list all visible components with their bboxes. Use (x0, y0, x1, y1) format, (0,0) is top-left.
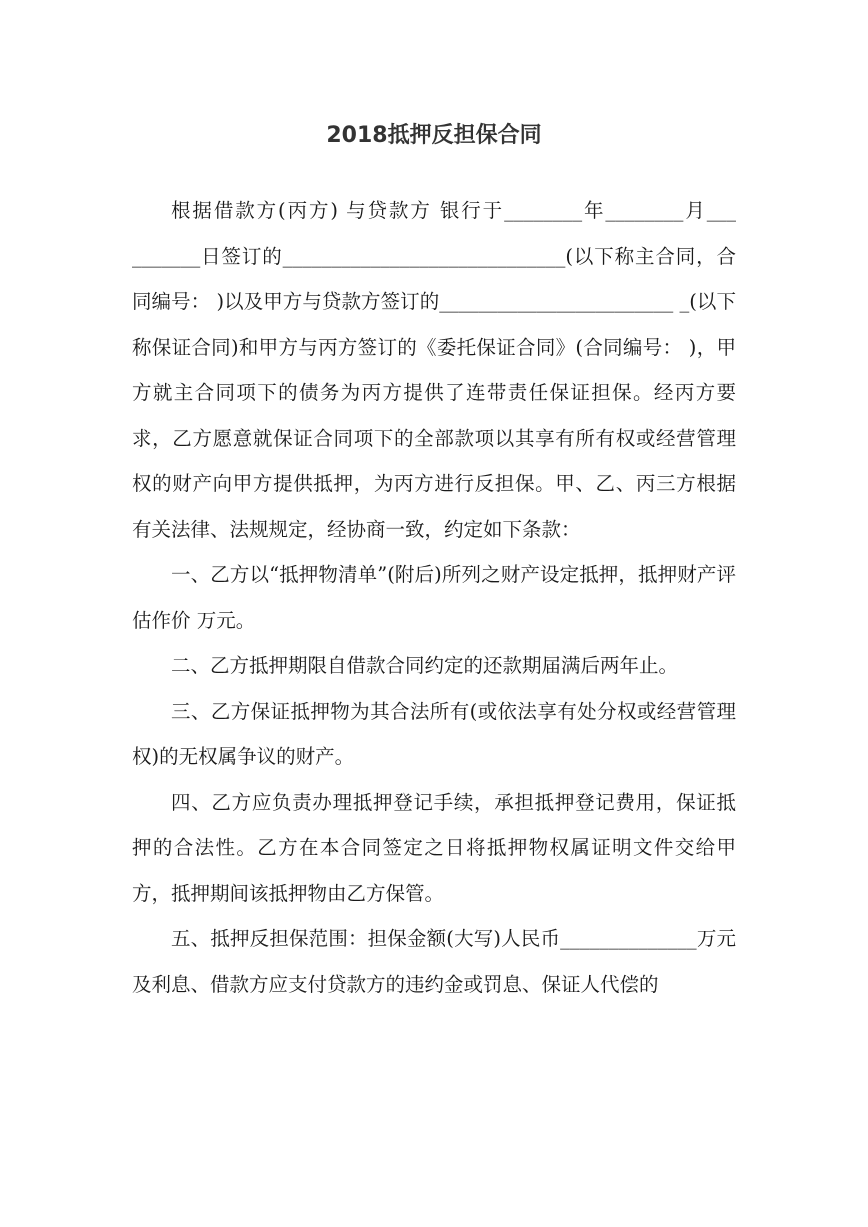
document-title: 2018抵押反担保合同 (326, 123, 542, 148)
document-body (132, 188, 736, 1007)
paragraph-clause-4: 四、乙方应负责办理抵押登记手续，承担抵押登记费用，保证抵押的合法性。乙方在本合同签定之日将抵押物权属证明文件交给甲方，抵押期间该抵押物由乙方保管。 (132, 790, 736, 905)
paragraph-clause-3: 三、乙方保证抵押物为其合法所有(或依法享有处分权或经营管理权)的无权属争议的财产。 (132, 699, 736, 768)
paragraph-preamble: 根据借款方(丙方) 与贷款方 银行于________年________月___ _______日签订的_____________________________(以下称主合同，合同编号： )以及甲方与贷款方签订的________________________ _(以下称保证合同)和甲方与丙方签订的《委托保证合同》(合同编号： )，甲方就主合同项下的债务为丙方提供了连带责任保证担保。经丙方要求，乙方愿意就保证合同项下的全部款项以其享有所有权或经营管理权的财产向甲方提供抵押，为丙方进行反担保。甲、乙、丙三方根据有关法律、法规规定，经协商一致，约定如下条款： (132, 199, 736, 541)
paragraph-clause-1: 一、乙方以“抵押物清单”(附后)所列之财产设定抵押，抵押财产评估作价 万元。 (132, 563, 736, 632)
paragraph-clause-2: 二、乙方抵押期限自借款合同约定的还款期届满后两年止。 (171, 654, 679, 677)
paragraph-clause-5: 五、抵押反担保范围：担保金额(大写)人民币______________万元及利息、借款方应支付贷款方的违约金或罚息、保证人代偿的 (132, 927, 736, 996)
